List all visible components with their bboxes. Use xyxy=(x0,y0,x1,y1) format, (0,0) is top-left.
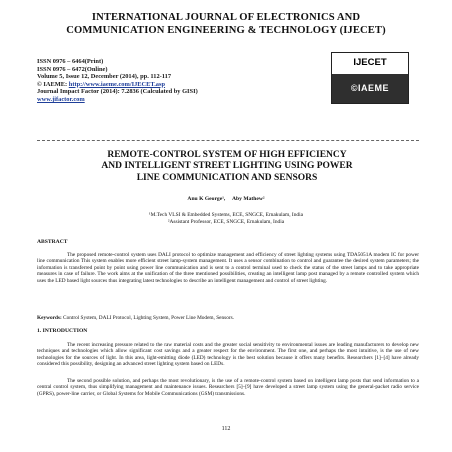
authors: Anu K George¹, Aby Mathew² xyxy=(187,196,265,202)
keywords-text: Control System, DALI Protocol, Lighting System, Power Line Modem, Sensors. xyxy=(61,315,235,321)
paper-title-line-1: REMOTE-CONTROL SYSTEM OF HIGH EFFICIENCY xyxy=(107,150,347,160)
introduction-para-1: The recent increasing pressure related to the raw material costs and the greater social sensitivity to environmental issues are leading manufacturers to develop new techniques and technologies which allow significant cost savings and a greater respect for the environment. The first one, and perhaps the most intuitive, is the use of new technologies for the sources of light. In this area, light-emitting diode (LED) technology is the best solution because it offers many benefits. Researchers [1]–[4] have already considered this possibility, designing an advanced street lighting system based on LEDs. xyxy=(37,342,419,368)
impact-factor: Journal Impact Factor (2014): 7.2836 (Calculated by GISI) xyxy=(37,88,198,96)
jifactor-link[interactable]: www.jifactor.com xyxy=(37,95,85,103)
affiliation-2: ²Assistant Professor, ECE, SNGCE, Ernakulam, India xyxy=(167,218,285,225)
volume-issue: Volume 5, Issue 12, December (2014), pp. 112-117 xyxy=(37,73,172,81)
journal-info-block xyxy=(37,58,297,104)
abstract-text: The proposed remote-control system uses DALI protocol to optimize management and efficiency of street lighting systems using TDA5051A modem IC for power line communication This system enables more efficient street lamp-system management. It uses a sensor combination to control and guarantee the desired system parameters; the information is transferred point by point using power line communication and is sent to a control terminal used to check the status of the street lamps and to take appropriate measures in case of failure. The work aims at the unification of the three mentioned possibilities, creating an intelligent lamp post managed by a remote controlled system which uses the LED based light sources thus integrating latest technologies to describe an intelligent management and control of street lighting. xyxy=(37,252,419,284)
paper-title xyxy=(30,150,424,184)
journal-title xyxy=(22,12,430,37)
logo-bottom-text: ©IAEME xyxy=(332,74,408,103)
abstract-heading: ABSTRACT xyxy=(37,239,68,245)
iaeme-line xyxy=(37,81,297,89)
affiliation-1: ¹M.Tech VLSI & Embedded Systems, ECE, SNGCE, Ernakulam, India xyxy=(148,212,303,218)
logo-top-text: IJECET xyxy=(353,57,387,68)
issn-online: ISSN 0976 – 6472(Online) xyxy=(37,65,108,73)
journal-logo xyxy=(331,52,409,104)
journal-title-line-2: COMMUNICATION ENGINEERING & TECHNOLOGY (IJECET) xyxy=(66,24,386,36)
affiliations xyxy=(80,212,372,225)
iaeme-prefix: © IAEME: xyxy=(37,80,69,88)
introduction-heading: 1. INTRODUCTION xyxy=(37,328,88,334)
page-number: 112 xyxy=(221,426,231,432)
header-divider xyxy=(37,140,419,141)
introduction-para-2: The second possible solution, and perhaps the most revolutionary, is the use of a remote-control system based on intelligent lamp posts that send information to a central control system, thus simplifying management and maintenance issues. Researchers [5]–[9] have developed a street lamp system using the general-packet radio service (GPRS), power-line carrier, or Global Systems for Mobile Communications (GSM) transmissions. xyxy=(37,378,419,397)
issn-print: ISSN 0976 – 6464(Print) xyxy=(37,58,104,65)
journal-title-line-1: INTERNATIONAL JOURNAL OF ELECTRONICS AND xyxy=(91,12,361,23)
keywords-line xyxy=(37,315,419,321)
iaeme-link[interactable]: http://www.iaeme.com/IJECET.asp xyxy=(68,80,166,88)
paper-title-line-3: LINE COMMUNICATION AND SENSORS xyxy=(136,172,318,183)
paper-title-line-2: AND INTELLIGENT STREET LIGHTING USING POWER xyxy=(101,161,353,172)
keywords-label: Keywords: xyxy=(37,315,62,321)
